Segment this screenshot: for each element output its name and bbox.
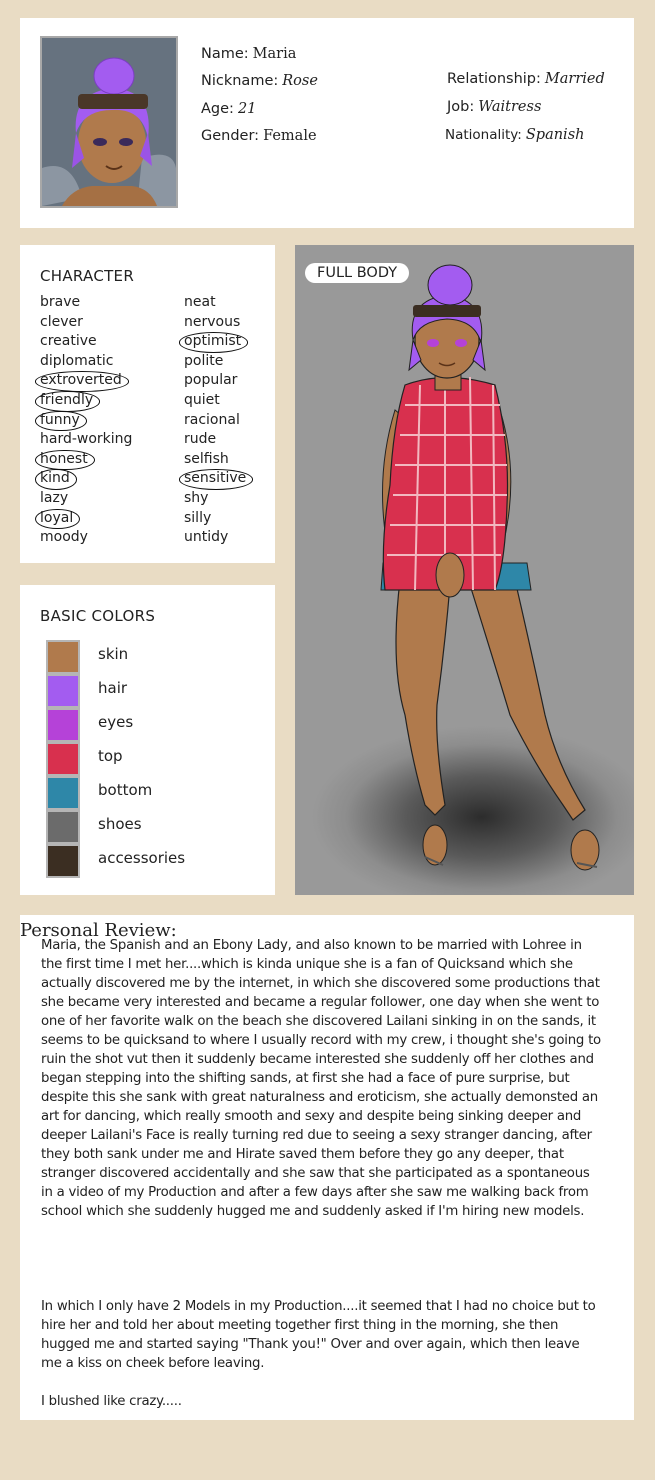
trait-lazy: [40, 489, 68, 509]
color-swatch-skin: [46, 640, 80, 674]
color-swatch-bottom: [46, 776, 80, 810]
review-title: Personal Review:: [20, 920, 177, 941]
color-swatch-top: [46, 742, 80, 776]
trait-label: sensitive: [184, 470, 247, 487]
nickname-field: [201, 71, 318, 89]
trait-untidy: [184, 528, 228, 548]
trait-neat: [184, 293, 216, 313]
trait-extroverted: [40, 371, 122, 391]
trait-brave: [40, 293, 80, 313]
nickname-label: Nickname:: [201, 73, 279, 89]
nationality-field: [445, 125, 584, 143]
trait-racional: [184, 411, 240, 431]
trait-label: hard-working: [40, 431, 133, 448]
trait-label: funny: [40, 411, 80, 428]
full-body-drawing: [295, 245, 634, 895]
profile-header-panel: [20, 18, 634, 228]
nationality-label: Nationality:: [445, 127, 522, 143]
review-paragraph-3: I blushed like crazy.....: [41, 1394, 182, 1409]
trait-label: polite: [184, 352, 224, 369]
portrait-image: [40, 36, 178, 208]
nationality-value: Spanish: [525, 127, 585, 143]
trait-hard-working: [40, 430, 132, 450]
job-value: Waitress: [478, 99, 542, 115]
trait-label: silly: [184, 509, 212, 526]
trait-label: extroverted: [40, 372, 122, 389]
relationship-value: Married: [544, 71, 605, 87]
trait-nervous: [184, 313, 240, 333]
trait-label: untidy: [184, 529, 229, 546]
character-title: CHARACTER: [40, 267, 135, 285]
trait-label: honest: [40, 450, 88, 467]
trait-circle-mark: [35, 371, 129, 392]
relationship-field: [447, 69, 605, 87]
trait-label: diplomatic: [40, 352, 114, 369]
color-swatch-accessories: [46, 844, 80, 878]
full-body-panel: [295, 245, 634, 895]
trait-kind: [40, 469, 70, 489]
trait-quiet: [184, 391, 220, 411]
color-label-hair: hair: [98, 679, 128, 697]
trait-circle-mark: [35, 391, 100, 412]
trait-label: brave: [40, 294, 81, 310]
trait-label: creative: [40, 333, 97, 350]
character-panel: [20, 245, 275, 563]
basic-colors-panel: [20, 585, 275, 895]
trait-shy: [184, 489, 208, 509]
trait-optimist: [184, 332, 241, 352]
trait-popular: [184, 371, 237, 391]
trait-silly: [184, 509, 211, 529]
trait-label: racional: [184, 411, 240, 428]
trait-circle-mark: [35, 509, 80, 530]
trait-label: clever: [40, 313, 83, 330]
trait-circle-mark: [179, 469, 253, 490]
color-label-bottom: bottom: [98, 781, 153, 799]
trait-label: kind: [40, 470, 70, 487]
age-value: 21: [237, 101, 257, 117]
age-field: [201, 99, 256, 117]
trait-label: lazy: [40, 490, 69, 506]
trait-label: selfish: [184, 450, 229, 467]
color-swatch-shoes: [46, 810, 80, 844]
trait-label: popular: [184, 372, 238, 389]
trait-moody: [40, 528, 88, 548]
name-field: [201, 44, 296, 62]
trait-circle-mark: [35, 450, 95, 471]
trait-honest: [40, 450, 88, 470]
trait-clever: [40, 313, 83, 333]
trait-circle-mark: [179, 332, 248, 353]
color-label-shoes: shoes: [98, 815, 142, 833]
name-value: Maria: [252, 46, 297, 62]
portrait-drawing: [42, 38, 176, 206]
trait-rude: [184, 430, 216, 450]
trait-selfish: [184, 450, 229, 470]
trait-creative: [40, 332, 97, 352]
trait-circle-mark: [35, 469, 77, 490]
gender-label: Gender:: [201, 128, 260, 144]
trait-sensitive: [184, 469, 246, 489]
trait-diplomatic: [40, 352, 113, 372]
personal-review-panel: [20, 915, 634, 1420]
review-paragraph-2: In which I only have 2 Models in my Production....it seemed that I had no choice but to hire her and told her about meeting together first thing in the morning, she then hugged me and started saying "Thank you!" Over and over again, which then leave me a kiss on cheek before leaving.: [41, 1299, 596, 1371]
job-field: [447, 97, 541, 115]
trait-circle-mark: [35, 411, 87, 432]
nickname-value: Rose: [282, 73, 318, 89]
relationship-label: Relationship:: [447, 71, 541, 87]
job-label: Job:: [447, 99, 475, 115]
trait-label: moody: [40, 529, 88, 546]
color-swatch-eyes: [46, 708, 80, 742]
trait-label: friendly: [40, 392, 94, 408]
review-paragraph-1: Maria, the Spanish and an Ebony Lady, and also known to be married with Lohree in the first time I met her....which is kinda unique she is a fan of Quicksand which she actually discovered me by the internet, in which she discovered some productions that she became very interested and became a regular follower, one day when she went to one of her favorite walk on the beach she discovered Lailani sinking in on the sands, it seems to be quicksand to where I usually record with my crew, i thought she's going to ruin the shot vut then it suddenly became interested she suddenly off her clothes and began stepping into the shifting sands, at first she had a face of pure surprise, but despite this she sank with great naturalness and eroticism, she actually demonsted an art for dancing, which really smooth and sexy and despite being sinking deeper and deeper Lailani's Face is really turning red due to seeing a sexy stranger dancing, after they both sank under me and Hirate saved them before they go any deeper, that stranger discovered accidentally and she saw that she participated as a spontaneous in a video of my Production and after a few days after she saw me walking back from school which she suddenly hugged me and suddenly asked if I'm hiring new models.: [41, 938, 601, 1219]
trait-friendly: [40, 391, 93, 411]
trait-label: loyal: [40, 509, 74, 526]
trait-label: neat: [184, 294, 216, 310]
trait-label: quiet: [184, 392, 220, 408]
trait-funny: [40, 411, 80, 431]
trait-label: shy: [184, 490, 209, 506]
color-label-eyes: eyes: [98, 713, 134, 731]
basic-colors-title: BASIC COLORS: [40, 607, 156, 625]
gender-field: [201, 126, 317, 144]
gender-value: Female: [263, 128, 317, 144]
color-swatch-hair: [46, 674, 80, 708]
trait-label: optimist: [184, 333, 242, 350]
color-label-top: top: [98, 747, 123, 765]
name-label: Name:: [201, 46, 249, 62]
color-label-skin: skin: [98, 645, 129, 663]
full-body-label: FULL BODY: [305, 263, 409, 283]
age-label: Age:: [201, 101, 234, 117]
trait-label: nervous: [184, 313, 241, 330]
trait-loyal: [40, 509, 73, 529]
color-label-accessories: accessories: [98, 849, 186, 867]
trait-polite: [184, 352, 223, 372]
trait-label: rude: [184, 431, 217, 448]
